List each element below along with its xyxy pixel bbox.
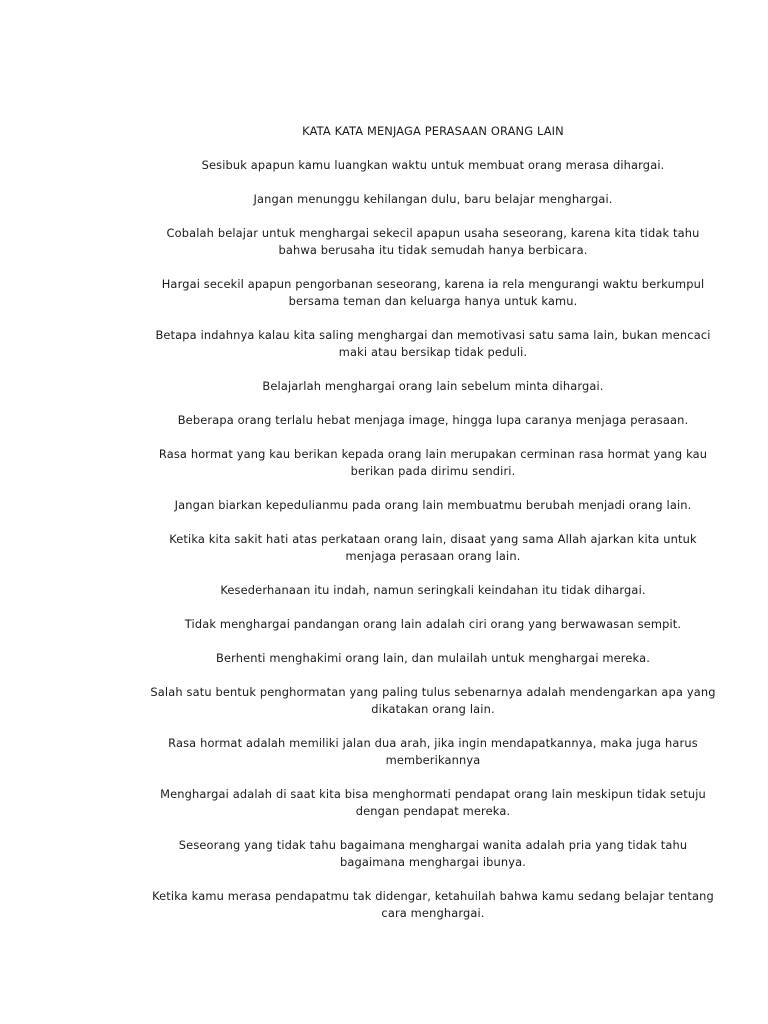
paragraph: Hargai secekil apapun pengorbanan seseorang, karena ia rela mengurangi waktu berkumpul bersama teman dan keluarga hanya untuk kamu. (161, 277, 705, 308)
paragraph: Salah satu bentuk penghormatan yang paling tulus sebenarnya adalah mendengarkan apa yang dikatakan orang lain. (150, 685, 716, 716)
paragraph: Seseorang yang tidak tahu bagaimana menghargai wanita adalah pria yang tidak tahu bagaimana menghargai ibunya. (178, 838, 688, 869)
paragraph: Jangan menunggu kehilangan dulu, baru belajar menghargai. (253, 192, 613, 206)
paragraph: Sesibuk apapun kamu luangkan waktu untuk membuat orang merasa dihargai. (201, 158, 665, 172)
paragraph: Menghargai adalah di saat kita bisa menghormati pendapat orang lain meskipun tidak setuju dengan pendapat mereka. (160, 787, 706, 818)
paragraph: Tidak menghargai pandangan orang lain adalah ciri orang yang berwawasan sempit. (184, 617, 682, 631)
paragraph: Ketika kamu merasa pendapatmu tak didengar, ketahuilah bahwa kamu sedang belajar tentang cara menghargai. (152, 889, 714, 920)
paragraph: Rasa hormat adalah memiliki jalan dua arah, jika ingin mendapatkannya, maka juga harus memberikannya (168, 736, 698, 767)
paragraph: Berhenti menghakimi orang lain, dan mulailah untuk menghargai mereka. (216, 651, 650, 665)
paragraph: Kesederhanaan itu indah, namun seringkali keindahan itu tidak dihargai. (220, 583, 646, 597)
paragraph: Rasa hormat yang kau berikan kepada orang lain merupakan cerminan rasa hormat yang kau berikan pada dirimu sendiri. (158, 447, 708, 478)
document-body (150, 123, 716, 939)
paragraph: Ketika kita sakit hati atas perkataan orang lain, disaat yang sama Allah ajarkan kita untuk menjaga perasaan orang lain. (169, 532, 697, 563)
paragraph: Betapa indahnya kalau kita saling menghargai dan memotivasi satu sama lain, bukan mencaci maki atau bersikap tidak peduli. (155, 328, 711, 359)
paragraph: Cobalah belajar untuk menghargai sekecil apapun usaha seseorang, karena kita tidak tahu bahwa berusaha itu tidak semudah hanya berbicara. (166, 226, 700, 257)
paragraph: Belajarlah menghargai orang lain sebelum minta dihargai. (262, 379, 604, 393)
paragraph: Beberapa orang terlalu hebat menjaga image, hingga lupa caranya menjaga perasaan. (177, 413, 689, 427)
document-title: KATA KATA MENJAGA PERASAAN ORANG LAIN (302, 124, 564, 138)
paragraph: Jangan biarkan kepedulianmu pada orang lain membuatmu berubah menjadi orang lain. (174, 498, 692, 512)
